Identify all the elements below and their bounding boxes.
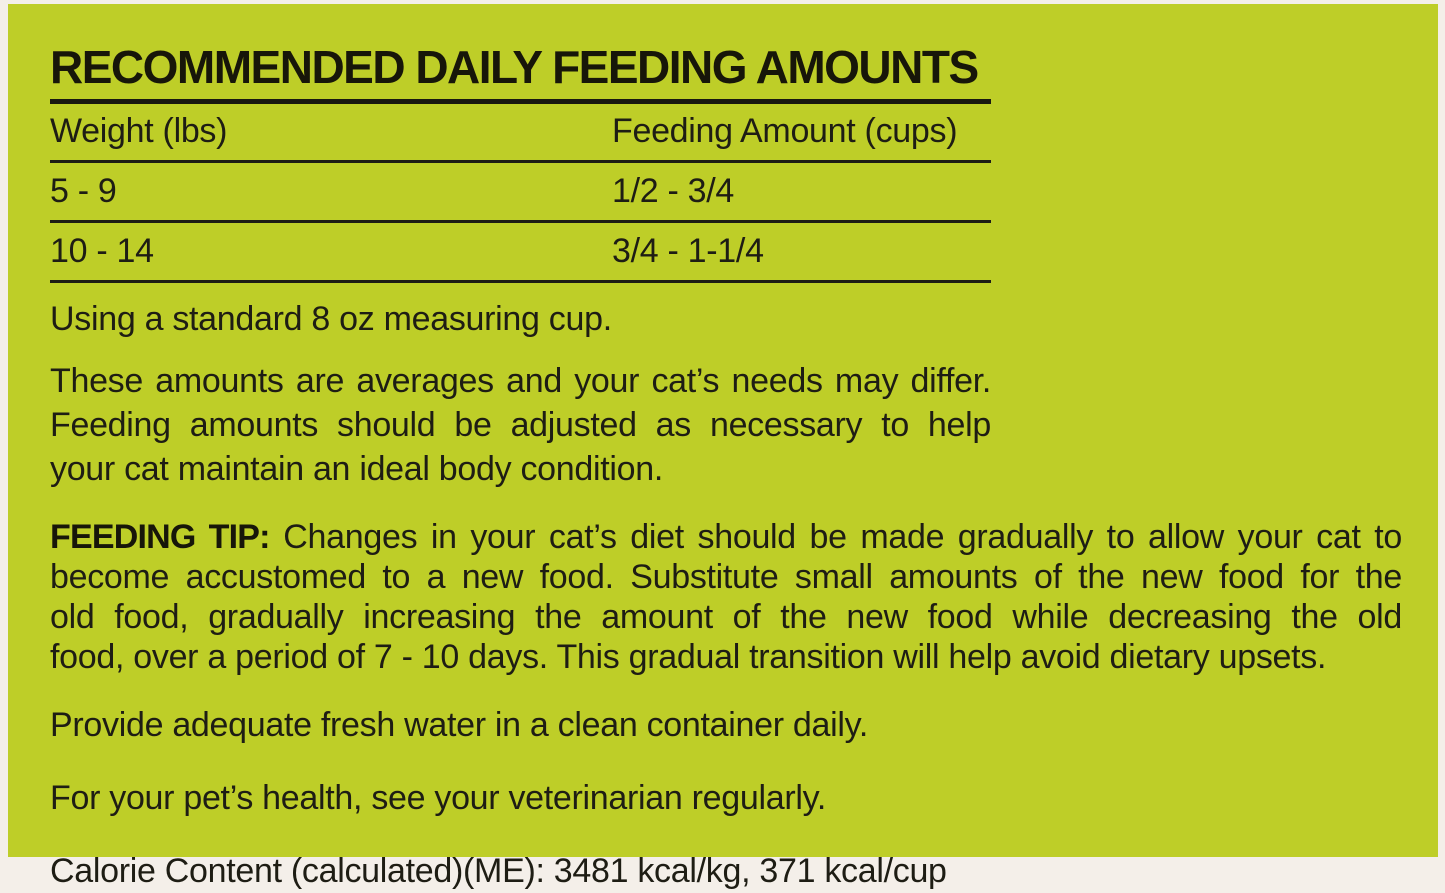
table-header-row	[50, 104, 991, 163]
measuring-cup-note: Using a standard 8 oz measuring cup.	[50, 300, 612, 339]
feeding-tip	[50, 517, 1402, 677]
table-row	[50, 223, 991, 283]
feeding-tip-label: FEEDING TIP:	[50, 518, 270, 557]
weight-cell: 10 - 14	[50, 232, 154, 271]
table-row	[50, 163, 991, 223]
veterinarian-note: For your pet’s health, see your veterinarian regularly.	[50, 779, 826, 818]
page-title: RECOMMENDED DAILY FEEDING AMOUNTS	[50, 41, 978, 93]
water-note: Provide adequate fresh water in a clean container daily.	[50, 706, 868, 745]
text-line: Feeding amounts should be adjusted as necessary to help	[50, 406, 991, 445]
feeding-tip-text: Changes in your cat’s diet should be made gradually to allow your cat to	[269, 518, 1403, 557]
weight-cell: 5 - 9	[50, 172, 117, 211]
text-line: old food, gradually increasing the amount of the new food while decreasing the old	[50, 598, 1402, 637]
feeding-label-panel	[8, 4, 1438, 891]
title-block	[50, 41, 991, 104]
text-line: These amounts are averages and your cat’s needs may differ.	[50, 362, 991, 401]
column-header-weight: Weight (lbs)	[50, 112, 228, 150]
column-header-amount: Feeding Amount (cups)	[612, 112, 958, 150]
feeding-table	[50, 104, 991, 283]
text-line	[50, 517, 1402, 557]
averages-note	[50, 359, 991, 491]
amount-cell: 3/4 - 1-1/4	[612, 232, 764, 271]
text-line: become accustomed to a new food. Substitute small amounts of the new food for the	[50, 558, 1402, 597]
calorie-content: Calorie Content (calculated)(ME): 3481 kcal/kg, 371 kcal/cup	[50, 852, 947, 891]
amount-cell: 1/2 - 3/4	[612, 172, 735, 211]
text-line: food, over a period of 7 - 10 days. This gradual transition will help avoid dietary upsets.	[50, 638, 1327, 677]
text-line: your cat maintain an ideal body condition.	[50, 450, 664, 489]
